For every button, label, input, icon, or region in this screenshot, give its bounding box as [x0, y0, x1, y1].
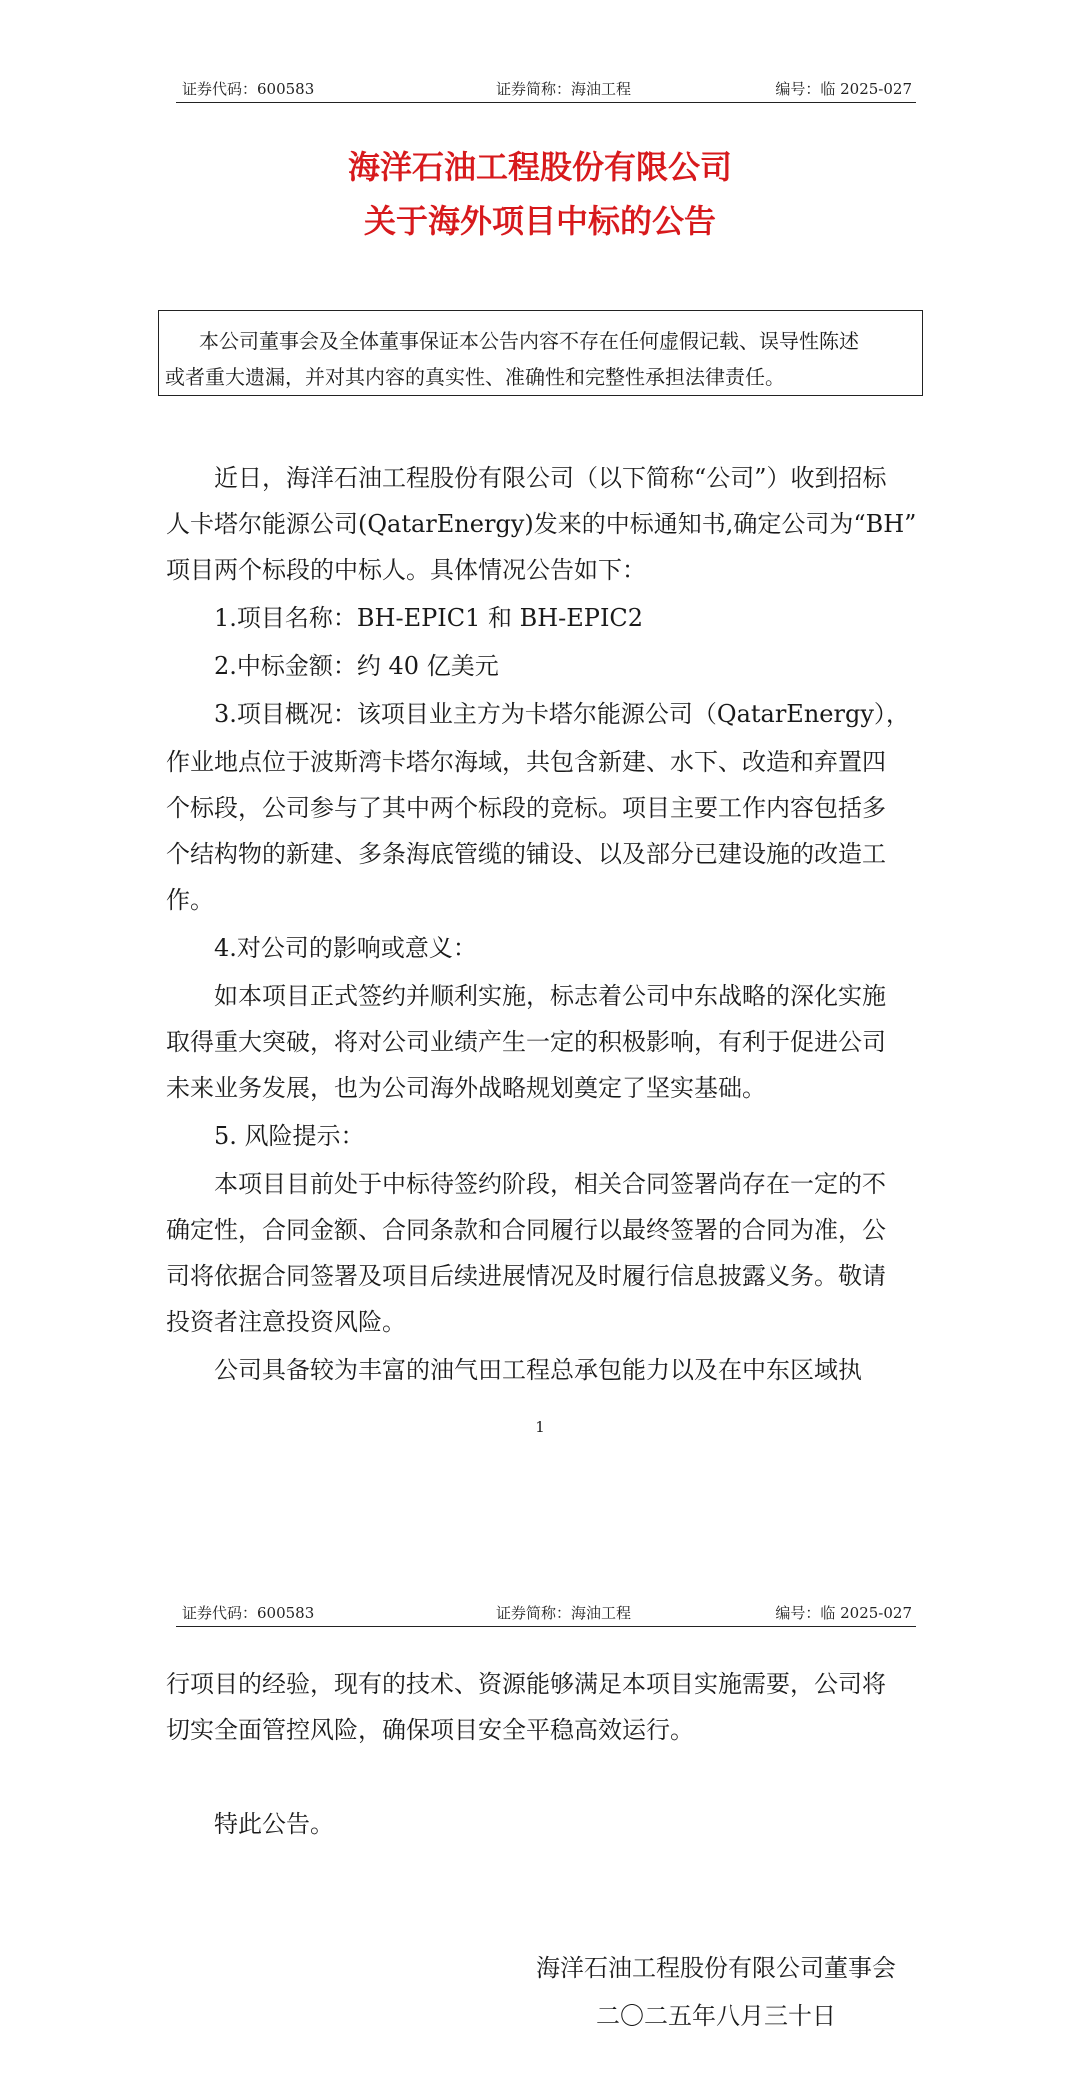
item-overview-line: 3.项目概况：该项目业主方为卡塔尔能源公司（QatarEnergy），	[214, 700, 910, 728]
closing-line: 切实全面管控风险，确保项目安全平稳高效运行。	[166, 1716, 694, 1744]
intro-line: 项目两个标段的中标人。具体情况公告如下：	[166, 556, 646, 584]
item-project-name: 1.项目名称：BH-EPIC1 和 BH-EPIC2	[214, 604, 644, 632]
item-overview-line: 作。	[166, 886, 214, 914]
stock-name: 证券简称：海油工程	[496, 1604, 632, 1622]
item-risk-line: 司将依据合同签署及项目后续进展情况及时履行信息披露义务。敬请	[166, 1262, 886, 1290]
item-risk-title: 5. 风险提示：	[214, 1122, 365, 1150]
item-overview-line: 作业地点位于波斯湾卡塔尔海域，共包含新建、水下、改造和弃置四	[166, 748, 886, 776]
item-bid-amount: 2.中标金额：约 40 亿美元	[214, 652, 499, 680]
item-impact-line: 取得重大突破，将对公司业绩产生一定的积极影响，有利于促进公司	[166, 1028, 886, 1056]
board-guarantee-notice	[158, 310, 923, 396]
signature: 海洋石油工程股份有限公司董事会	[536, 1954, 896, 1982]
item-risk-line: 确定性，合同金额、合同条款和合同履行以最终签署的合同为准，公	[166, 1216, 886, 1244]
item-overview-line: 个结构物的新建、多条海底管缆的铺设、以及部分已建设施的改造工	[166, 840, 886, 868]
page-header-1	[176, 76, 916, 103]
title-line-2: 关于海外项目中标的公告	[363, 202, 716, 240]
item-impact-title: 4.对公司的影响或意义：	[214, 934, 477, 962]
item-risk-line: 投资者注意投资风险。	[166, 1308, 406, 1336]
item-impact-line: 未来业务发展，也为公司海外战略规划奠定了坚实基础。	[166, 1074, 766, 1102]
notice-line: 或者重大遗漏，并对其内容的真实性、准确性和完整性承担法律责任。	[165, 365, 785, 389]
special-announcement: 特此公告。	[214, 1810, 334, 1838]
serial-number: 编号：临 2025-027	[775, 1604, 912, 1622]
stock-code: 证券代码：600583	[182, 80, 315, 98]
closing-line: 行项目的经验，现有的技术、资源能够满足本项目实施需要，公司将	[166, 1670, 886, 1698]
title-line-1: 海洋石油工程股份有限公司	[347, 148, 732, 186]
page-header-2	[176, 1600, 916, 1627]
intro-line: 近日，海洋石油工程股份有限公司（以下简称“公司”）收到招标	[214, 464, 887, 492]
stock-name: 证券简称：海油工程	[496, 80, 632, 98]
stock-code: 证券代码：600583	[182, 1604, 315, 1622]
page-number: 1	[535, 1418, 545, 1436]
serial-number: 编号：临 2025-027	[775, 80, 912, 98]
item-overview-line: 个标段，公司参与了其中两个标段的竞标。项目主要工作内容包括多	[166, 794, 886, 822]
date: 二〇二五年八月三十日	[596, 2002, 836, 2030]
item-risk-line: 本项目目前处于中标待签约阶段，相关合同签署尚存在一定的不	[214, 1170, 886, 1198]
closing-line: 公司具备较为丰富的油气田工程总承包能力以及在中东区域执	[214, 1356, 862, 1384]
intro-line: 人卡塔尔能源公司(QatarEnergy)发来的中标通知书,确定公司为“BH”	[166, 510, 917, 538]
notice-line: 本公司董事会及全体董事保证本公告内容不存在任何虚假记载、误导性陈述	[199, 329, 859, 353]
item-impact-line: 如本项目正式签约并顺利实施，标志着公司中东战略的深化实施	[214, 982, 886, 1010]
